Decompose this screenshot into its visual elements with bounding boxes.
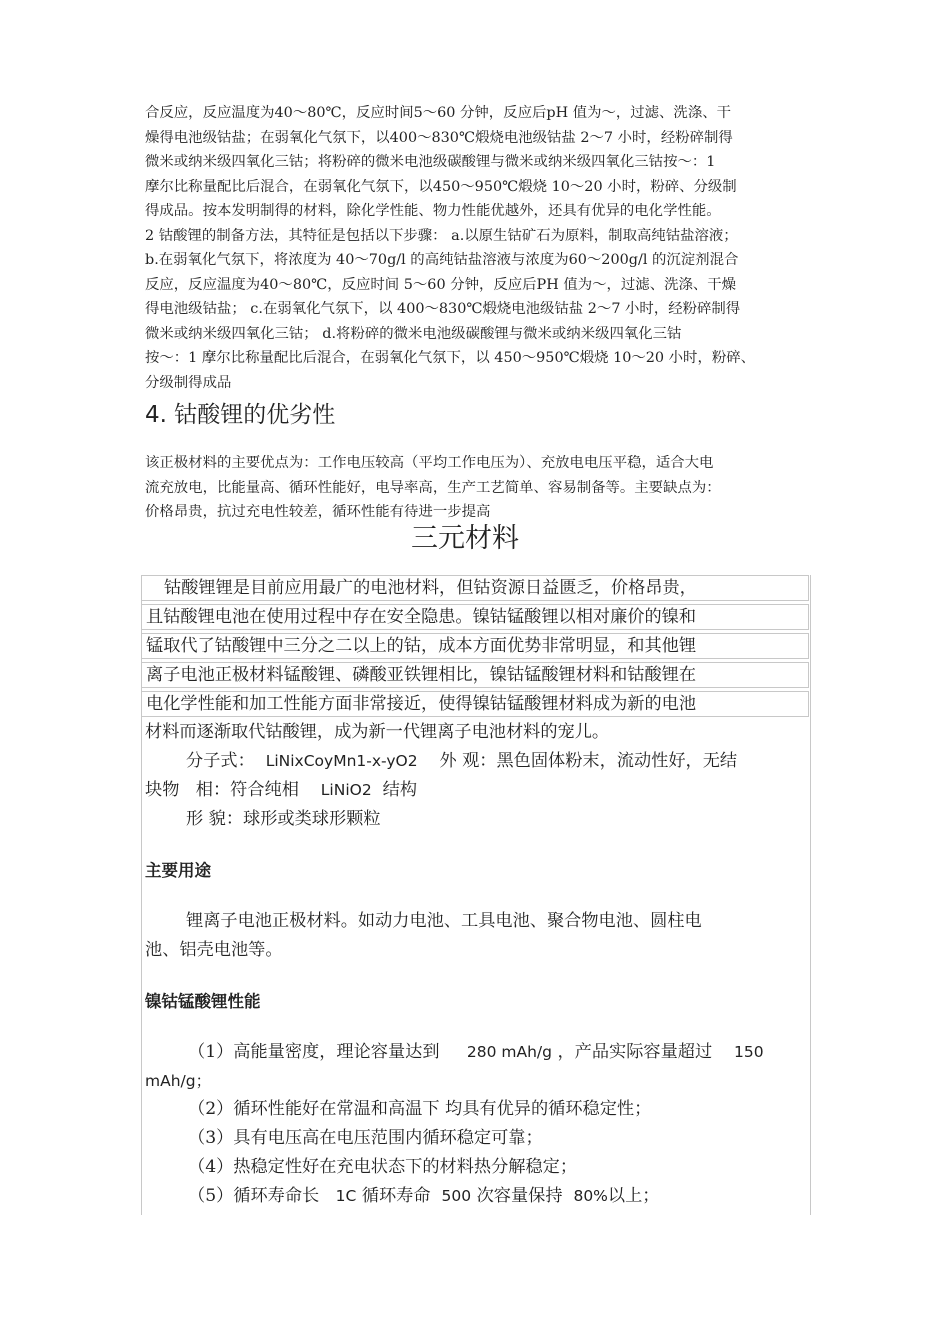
text-line: 微米或纳米级四氧化三钴； d.将粉碎的微米电池级碳酸锂与微米或纳米级四氧化三钴 [145,325,682,342]
intro-line: 材料而逐渐取代钴酸锂，成为新一代锂离子电池材料的宠儿。 [145,722,610,742]
text-line: 该正极材料的主要优点为：工作电压较高（平均工作电压为）、充放电电压平稳，适合大电 [145,455,714,471]
text-line: b.在弱氧化气氛下，将浓度为 40～70g/l 的高纯钴盐溶液与浓度为60～200g/l 的沉淀剂混合 [145,252,739,268]
text-line: 流充放电，比能量高、循环性能好，电导率高，生产工艺简单、容易制备等。主要缺点为： [145,479,721,496]
text-line: 分级制得成品 [145,374,232,391]
performance-item-4: （4）热稳定性好在充电状态下的材料热分解稳定； [188,1157,578,1177]
cobalt-preparation-paragraph [145,101,810,395]
ternary-material-title: 三元材料 [411,523,519,554]
text-line: 燥得电池级钴盐；在弱氧化气氛下，以400～830℃煅烧电池级钴盐 2～7 小时，经粉碎制得 [145,129,733,146]
performance-heading: 镍钴锰酸锂性能 [145,992,261,1011]
morphology-value: 球形或类球形颗粒 [243,809,381,829]
performance-item-2: （2）循环性能好在常温和高温下 均具有优异的循环稳定性； [188,1099,652,1119]
text-line: 合反应，反应温度为40～80℃，反应时间5～60 分钟，反应后pH 值为～，过滤、洗涤、干 [145,105,731,121]
section-heading-pros-cons: 4. 钴酸锂的优劣性 [145,402,336,428]
uses-line: 池、铝壳电池等。 [145,940,283,960]
performance-item-5 [188,1184,659,1208]
cycle-count: 500 [441,1187,472,1205]
intro-line: 钴酸锂锂是目前应用最广的电池材料，但钴资源日益匮乏，价格昂贵， [141,575,809,601]
phase-suffix: 结构 [382,780,418,800]
phase-value: 符合纯相 [230,780,299,800]
capacity-theoretical: 280 mAh/g [466,1043,552,1061]
pros-cons-paragraph [145,451,810,525]
rate-value: 1C [335,1187,357,1205]
item-text: 以上； [607,1186,660,1206]
intro-line: 电化学性能和加工性能方面非常接近，使得镍钴锰酸锂材料成为新的电池 [141,691,809,717]
performance-item-1-cont: mAh/g； [145,1072,212,1090]
item-text: （5）循环寿命长 [188,1186,320,1206]
formula-label: 分子式： [186,751,255,771]
intro-line: 锰取代了钴酸锂中三分之二以上的钴，成本方面优势非常明显，和其他锂 [141,633,809,659]
phase-line [145,778,417,802]
text-line: 微米或纳米级四氧化三钴；将粉碎的微米电池级碳酸锂与微米或纳米级四氧化三钴按～：1 [145,154,716,170]
text-line: 得电池级钴盐； c.在弱氧化气氛下，以 400～830℃煅烧电池级钴盐 2～7 小时，经粉碎制得 [145,301,741,317]
appearance-label: 外 观： [439,751,497,771]
item-text: （1）高能量密度，理论容量达到 [188,1042,440,1062]
text-line: 得成品。按本发明制得的材料，除化学性能、物力性能优越外，还具有优异的电化学性能。 [145,203,721,219]
item-text: ，产品实际容量超过 [557,1042,713,1062]
text-line: 反应，反应温度为40～80℃，反应时间 5～60 分钟，反应后PH 值为～，过滤、洗涤、干燥 [145,276,737,293]
intro-line: 离子电池正极材料锰酸锂、磷酸亚铁锂相比，镍钴锰酸锂材料和钴酸锂在 [141,662,809,688]
morphology-label: 形 貌： [186,809,244,829]
phase-formula: LiNiO2 [320,781,372,799]
phase-label: 相： [195,780,231,800]
performance-item-3: （3）具有电压高在电压范围内循环稳定可靠； [188,1128,543,1148]
retention-value: 80% [573,1187,608,1205]
appearance-value: 黑色固体粉末，流动性好，无结 [496,751,738,771]
text-line: 按～：1 摩尔比称量配比后混合，在弱氧化气氛下，以 450～950℃煅烧 10～20 小时，粉碎、 [145,350,756,366]
text-line: 价格昂贵，抗过充电性较差，循环性能有待进一步提高 [145,504,491,520]
uses-heading: 主要用途 [145,861,211,880]
uses-line: 锂离子电池正极材料。如动力电池、工具电池、聚合物电池、圆柱电 [186,911,702,931]
formula-value: LiNixCoyMn1-x-yO2 [265,752,418,770]
appearance-continued: 块物 [145,780,180,800]
intro-line: 且钴酸锂电池在使用过程中存在安全隐患。镍钴锰酸锂以相对廉价的镍和 [141,604,809,630]
performance-item-1 [188,1040,808,1064]
text-line: 摩尔比称量配比后混合，在弱氧化气氛下，以450～950℃煅烧 10～20 小时，粉碎、分级制 [145,178,737,195]
morphology-line [186,807,381,831]
formula-line [186,749,737,773]
item-text: 循环寿命 [361,1186,431,1206]
text-line: 2 钴酸锂的制备方法，其特征是包括以下步骤： a.以原生钴矿石为原料，制取高纯钴盐溶液； [145,227,738,244]
capacity-actual: 150 [734,1043,764,1061]
item-text: 次容量保持 [476,1186,563,1206]
